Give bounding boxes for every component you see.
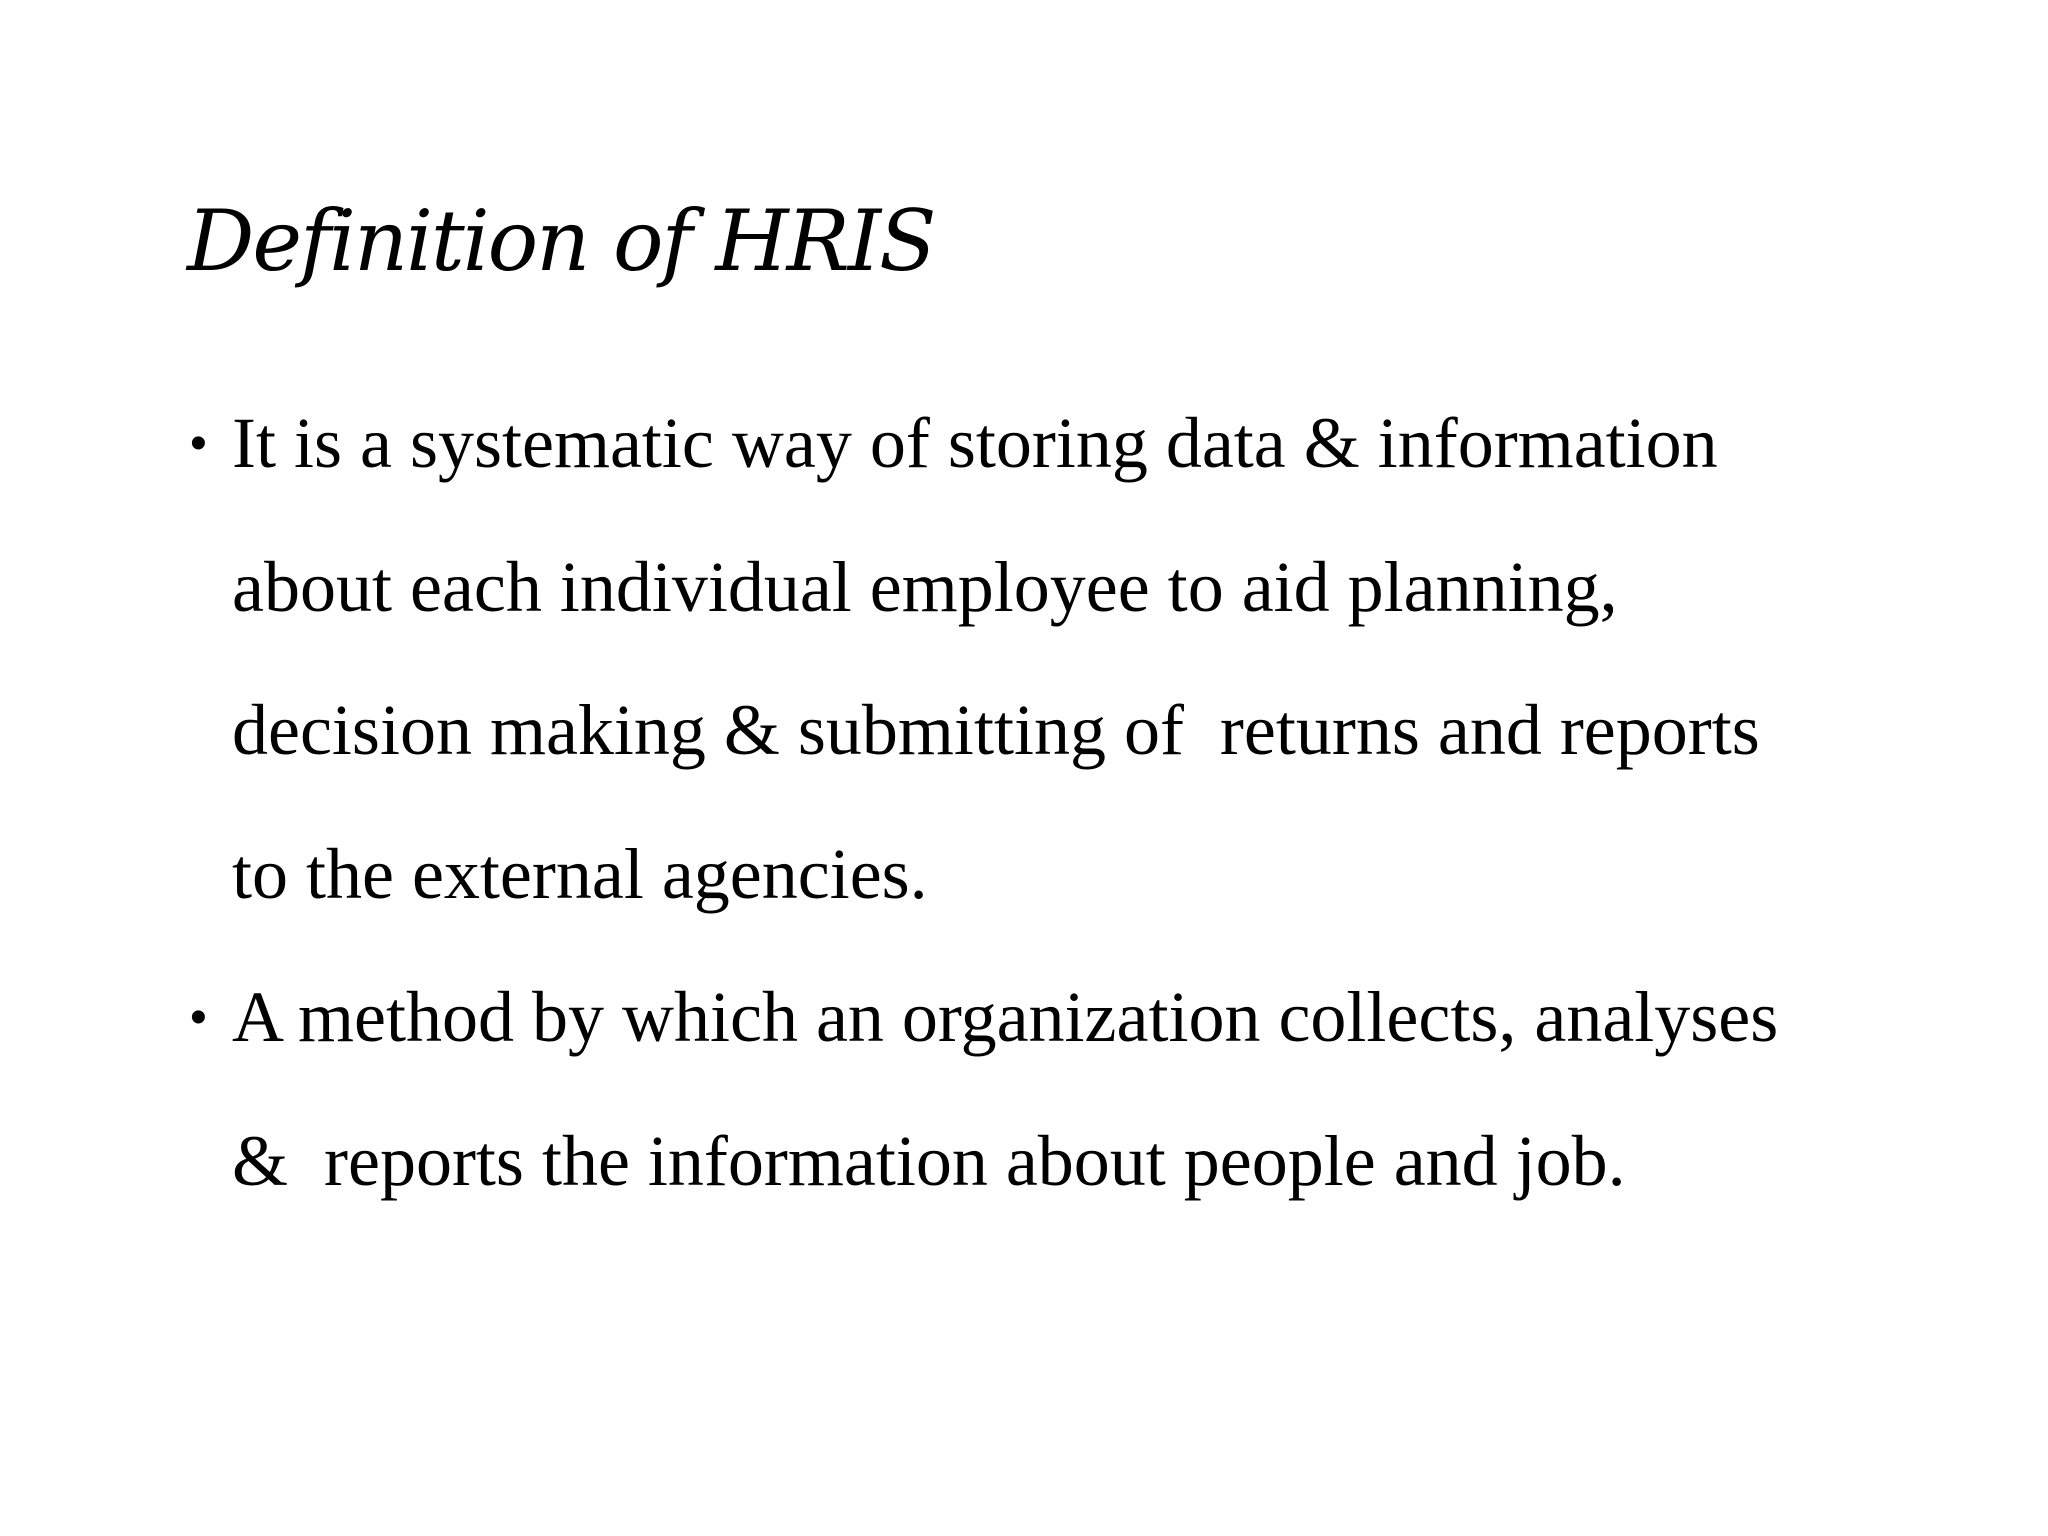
bullet-2-line-1: A method by which an organization collects, analyses bbox=[232, 977, 1779, 1057]
bullet-1-line-4: to the external agencies. bbox=[232, 833, 928, 914]
bullet-list bbox=[190, 372, 2010, 1233]
slide-title: Definition of HRIS bbox=[187, 192, 935, 290]
bullet-icon: • bbox=[190, 417, 207, 470]
bullet-icon: • bbox=[190, 991, 207, 1044]
bullet-item-1 bbox=[190, 372, 2010, 946]
bullet-item-2 bbox=[190, 946, 2010, 1233]
bullet-2-line-2: & reports the information about people and job. bbox=[232, 1120, 1626, 1201]
bullet-1-line-2: about each individual employee to aid planning, bbox=[232, 546, 1618, 627]
bullet-1-line-1: It is a systematic way of storing data & information bbox=[232, 403, 1718, 483]
bullet-1-line-3: decision making & submitting of returns and reports bbox=[232, 690, 1760, 770]
